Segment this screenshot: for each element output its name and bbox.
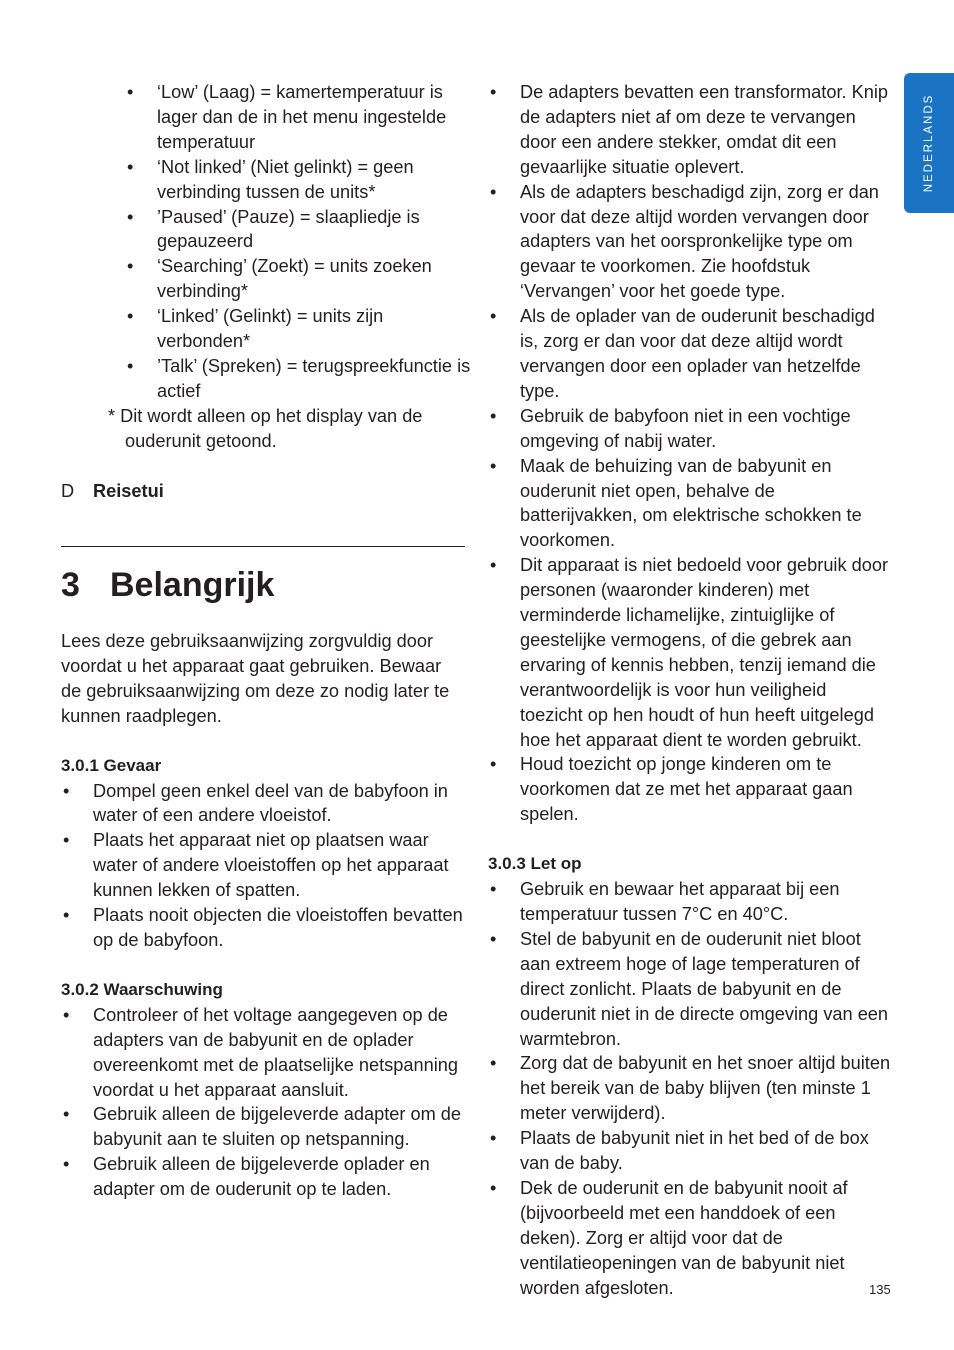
list-item: • Gebruik alleen de bijgeleverde adapter om de babyunit aan te sluiten op netspanning. — [61, 1102, 471, 1152]
item-d-letter: D — [61, 480, 75, 501]
list-item: • ’Paused’ (Pauze) = slaapliedje is gepauzeerd — [125, 205, 471, 255]
chapter-heading — [61, 562, 274, 608]
language-tab-label: NEDERLANDS — [923, 93, 935, 193]
let-op-list — [488, 877, 893, 1300]
section-heading-gevaar: 3.0.1 Gevaar — [61, 755, 162, 775]
status-list — [61, 80, 471, 404]
list-item: • Plaats het apparaat niet op plaatsen waar water of andere vloeistoffen op het apparaat kunnen lekken of spatten. — [61, 828, 471, 903]
list-item: • Als de adapters beschadigd zijn, zorg er dan voor dat deze altijd worden vervangen door adapters van het oorspronkelijke type om gevaar te voorkomen. Zie hoofdstuk ‘Vervangen’ voor het goede type. — [488, 180, 893, 305]
left-column-body — [61, 629, 471, 1202]
list-item: • Stel de babyunit en de ouderunit niet bloot aan extreem hoge of lage temperaturen of direct zonlicht. Plaats de babyunit en de ouderunit niet in de directe omgeving van een warmtebron. — [488, 927, 893, 1052]
list-item: • Gebruik alleen de bijgeleverde oplader en adapter om de ouderunit op te laden. — [61, 1152, 471, 1202]
list-item: • Plaats de babyunit niet in het bed of de box van de baby. — [488, 1126, 893, 1176]
waarschuwing-list-continued — [488, 80, 893, 827]
list-item: • Houd toezicht op jonge kinderen om te voorkomen dat ze met het apparaat gaan spelen. — [488, 752, 893, 827]
item-d-label: Reisetui — [93, 480, 164, 501]
intro-paragraph: Lees deze gebruiksaanwijzing zorgvuldig door voordat u het apparaat gaat gebruiken. Bewaar de gebruiksaanwijzing om deze zo nodig later te kunnen raadplegen. — [61, 631, 450, 726]
list-item: • Dek de ouderunit en de babyunit nooit af (bijvoorbeeld met een handdoek of een deken). Zorg er altijd voor dat de ventilatieopeningen van de babyunit niet worden afgesloten. — [488, 1176, 893, 1301]
list-item: • Gebruik de babyfoon niet in een vochtige omgeving of nabij water. — [488, 404, 893, 454]
list-item: • Maak de behuizing van de babyunit en ouderunit niet open, behalve de batterijvakken, om elektrische schokken te voorkomen. — [488, 454, 893, 554]
gevaar-list — [61, 779, 471, 953]
list-item: • Gebruik en bewaar het apparaat bij een temperatuur tussen 7°C en 40°C. — [488, 877, 893, 927]
list-item: • ’Talk’ (Spreken) = terugspreekfunctie is actief — [125, 354, 471, 404]
list-item: • Dit apparaat is niet bedoeld voor gebruik door personen (waaronder kinderen) met verminderde lichamelijke, zintuiglijke of geestelijke vermogens, of die gebrek aan ervaring of kennis hebben, tenzij iemand die verantwoordelijk is voor hun veiligheid toezicht op hen houdt of hun heeft uitgelegd hoe het apparaat dient te worden gebruikt. — [488, 553, 893, 752]
list-item: • Zorg dat de babyunit en het snoer altijd buiten het bereik van de baby blijven (ten minste 1 meter verwijderd). — [488, 1051, 893, 1126]
list-item: • Als de oplader van de ouderunit beschadigd is, zorg er dan voor dat deze altijd wordt vervangen door een oplader van hetzelfde type. — [488, 304, 893, 404]
chapter-number: 3 — [61, 566, 80, 604]
list-item: • ‘Searching’ (Zoekt) = units zoeken verbinding* — [125, 254, 471, 304]
list-item: • ‘Not linked’ (Niet gelinkt) = geen verbinding tussen de units* — [125, 155, 471, 205]
right-column — [488, 80, 893, 1301]
page-number: 135 — [869, 1282, 891, 1297]
waarschuwing-list — [61, 1003, 471, 1202]
footnote: * Dit wordt alleen op het display van de ouderunit getoond. — [108, 405, 423, 451]
list-item: • ‘Linked’ (Gelinkt) = units zijn verbonden* — [125, 304, 471, 354]
section-heading-let-op: 3.0.3 Let op — [488, 854, 582, 874]
list-item: • ‘Low’ (Laag) = kamertemperatuur is lager dan de in het menu ingestelde temperatuur — [125, 80, 471, 155]
item-d — [61, 479, 471, 504]
language-tab — [904, 73, 954, 213]
left-column-top — [61, 80, 471, 504]
list-item: • Controleer of het voltage aangegeven op de adapters van de babyunit en de oplader overeenkomt met de plaatselijke netspanning voordat u het apparaat aansluit. — [61, 1003, 471, 1103]
chapter-divider — [61, 546, 465, 547]
list-item: • Plaats nooit objecten die vloeistoffen bevatten op de babyfoon. — [61, 903, 471, 953]
list-item: • Dompel geen enkel deel van de babyfoon in water of een andere vloeistof. — [61, 779, 471, 829]
list-item: • De adapters bevatten een transformator. Knip de adapters niet af om deze te vervangen door een andere stekker, omdat dit een gevaarlijke situatie oplevert. — [488, 80, 893, 180]
section-heading-waarschuwing: 3.0.2 Waarschuwing — [61, 979, 223, 999]
chapter-title: Belangrijk — [110, 566, 275, 604]
